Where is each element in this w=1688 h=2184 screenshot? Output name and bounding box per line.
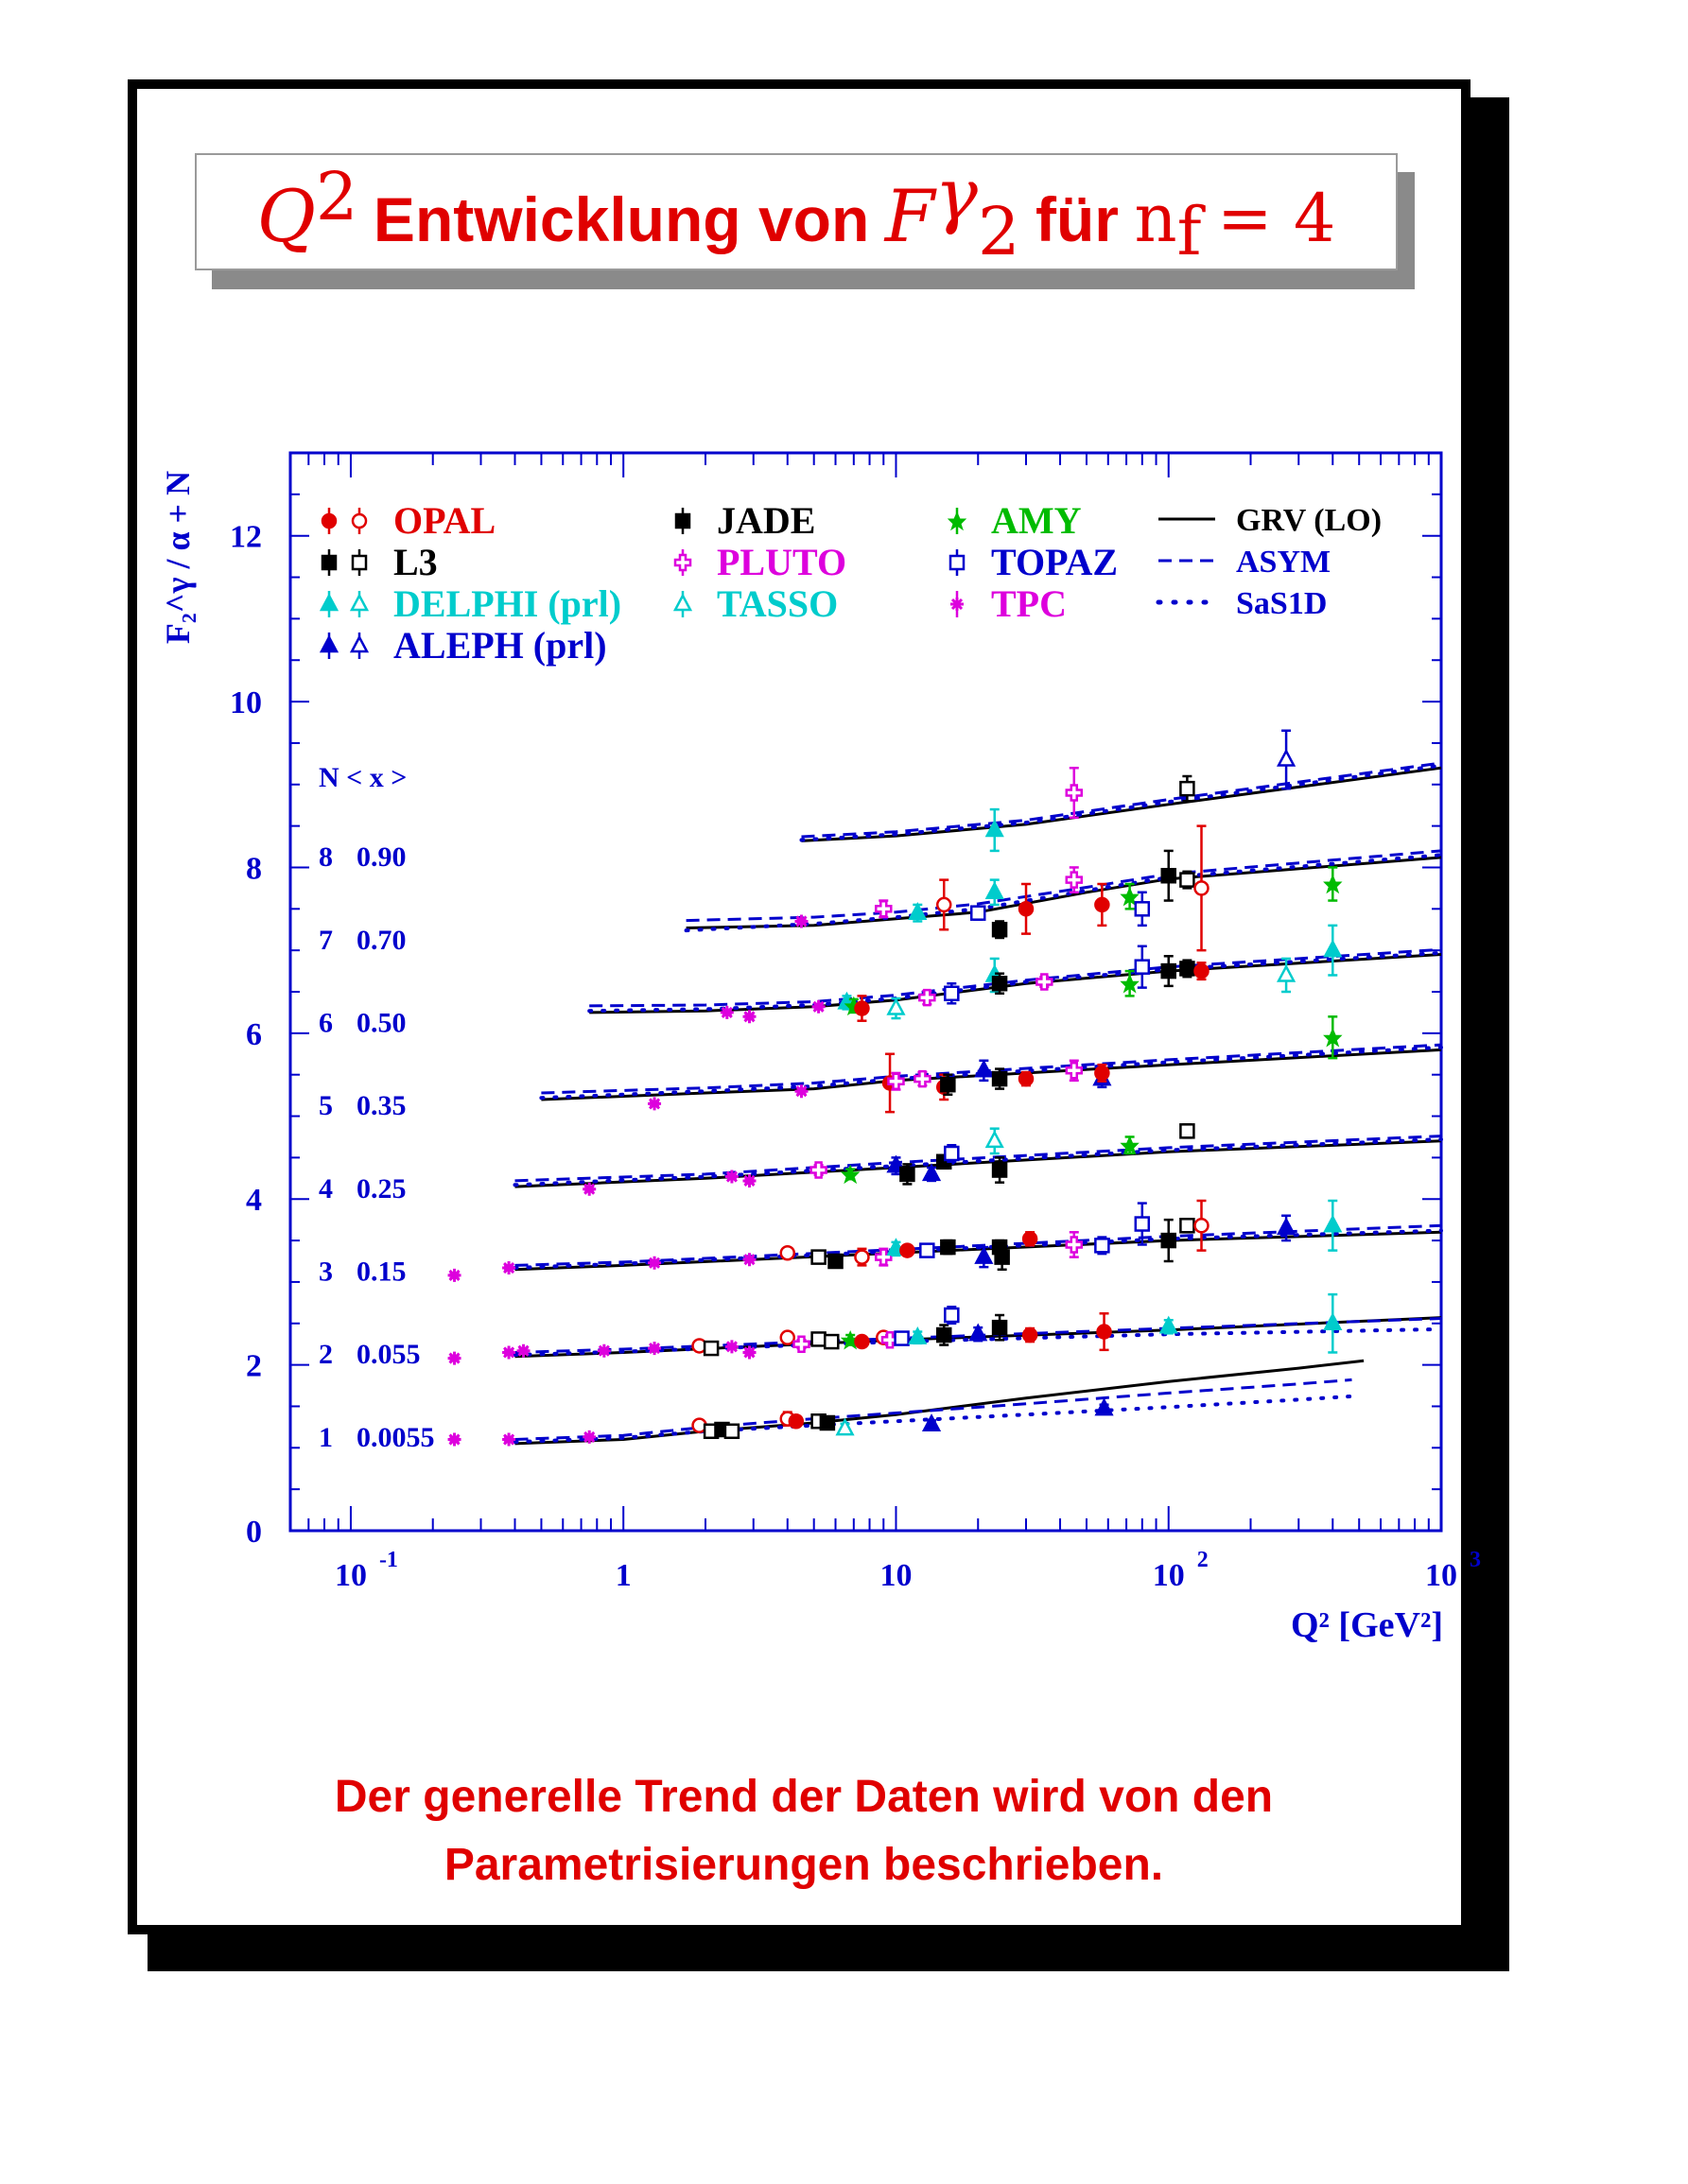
data-marker bbox=[1162, 964, 1175, 978]
x-tick-label-base: 10 bbox=[879, 1558, 913, 1593]
data-marker bbox=[971, 907, 984, 920]
data-marker bbox=[448, 1433, 461, 1447]
data-marker bbox=[1180, 1124, 1193, 1137]
title-q-exp: 2 bbox=[315, 158, 358, 236]
bin-label-x: 0.50 bbox=[357, 1007, 407, 1039]
data-marker bbox=[502, 1261, 515, 1274]
data-point-l3 bbox=[825, 1335, 838, 1348]
legend-item-amy bbox=[948, 499, 1082, 542]
data-marker bbox=[829, 1255, 843, 1268]
y-tick-label: 10 bbox=[230, 685, 262, 721]
data-marker bbox=[970, 1326, 985, 1340]
title-q: Q bbox=[256, 174, 316, 259]
data-marker bbox=[825, 1335, 838, 1348]
legend-item-grv-lo- bbox=[1158, 503, 1382, 538]
legend-label: TPC bbox=[991, 582, 1067, 625]
y-tick-label: 4 bbox=[246, 1183, 262, 1219]
data-point-pluto bbox=[794, 1337, 809, 1352]
data-marker bbox=[993, 1164, 1006, 1177]
data-point-tpc bbox=[648, 1257, 661, 1270]
legend-label: JADE bbox=[717, 499, 816, 542]
data-marker bbox=[1095, 1066, 1108, 1080]
legend-item-jade bbox=[676, 499, 815, 542]
data-point-topaz bbox=[1095, 1238, 1108, 1255]
data-marker bbox=[1194, 881, 1208, 894]
legend-marker bbox=[322, 556, 336, 569]
x-tick-label-exp: 3 bbox=[1470, 1548, 1481, 1572]
data-point-topaz bbox=[945, 983, 958, 1003]
x-tick-label-exp: 2 bbox=[1196, 1548, 1209, 1572]
title-eq: = 4 bbox=[1216, 180, 1336, 258]
data-point-l3 bbox=[1180, 1124, 1193, 1137]
data-marker bbox=[987, 884, 1002, 898]
data-point-topaz bbox=[971, 907, 984, 920]
data-marker bbox=[1019, 1072, 1033, 1085]
bin-label-x: 0.055 bbox=[357, 1339, 421, 1371]
data-marker bbox=[888, 1000, 903, 1014]
data-marker bbox=[1180, 1219, 1193, 1232]
data-marker bbox=[1194, 1219, 1208, 1232]
data-point-opal bbox=[1019, 884, 1033, 934]
title-nf: n bbox=[1134, 180, 1177, 258]
data-marker bbox=[1095, 898, 1108, 911]
legend-marker bbox=[322, 596, 337, 610]
data-point-tpc bbox=[743, 1010, 757, 1023]
data-point-l3 bbox=[937, 1326, 950, 1345]
data-marker bbox=[937, 898, 950, 911]
data-point-pluto bbox=[811, 1163, 827, 1178]
data-point-tpc bbox=[743, 1174, 757, 1187]
data-marker bbox=[812, 1000, 826, 1014]
data-marker bbox=[945, 1147, 958, 1160]
data-point-tpc bbox=[795, 914, 809, 927]
bin-label-x: 0.0055 bbox=[357, 1421, 435, 1453]
data-marker bbox=[502, 1345, 515, 1359]
data-point-tpc bbox=[448, 1269, 461, 1282]
data-marker bbox=[993, 977, 1006, 990]
bin-label-x: 0.35 bbox=[357, 1090, 407, 1122]
data-marker bbox=[855, 1251, 868, 1264]
data-point-l3 bbox=[941, 1240, 954, 1254]
data-marker bbox=[993, 1321, 1006, 1334]
bin-header: N < x > bbox=[319, 762, 408, 793]
data-point-jade bbox=[1162, 1220, 1175, 1261]
data-point-tpc bbox=[502, 1433, 515, 1447]
legend-item-delphi-prl- bbox=[322, 582, 621, 625]
data-marker bbox=[812, 1332, 826, 1345]
data-marker bbox=[1162, 1234, 1175, 1247]
legend-marker bbox=[353, 514, 366, 528]
data-marker bbox=[583, 1430, 596, 1444]
legend-marker bbox=[675, 555, 690, 570]
data-marker bbox=[781, 1331, 794, 1344]
data-marker bbox=[725, 1425, 739, 1438]
data-point-delphi bbox=[1161, 1318, 1176, 1333]
data-marker bbox=[1194, 964, 1208, 978]
data-point-opal bbox=[1023, 1328, 1036, 1342]
data-marker bbox=[945, 1309, 958, 1322]
data-point-tpc bbox=[517, 1344, 531, 1358]
data-marker bbox=[811, 1163, 827, 1178]
data-point-tpc bbox=[648, 1342, 661, 1355]
data-point-tpc bbox=[502, 1345, 515, 1359]
data-point-jade bbox=[993, 1069, 1006, 1089]
data-marker bbox=[1095, 1239, 1108, 1252]
data-point-jade bbox=[1162, 956, 1175, 986]
data-point-amy bbox=[1324, 1016, 1341, 1058]
legend-label: L3 bbox=[393, 541, 438, 583]
data-marker bbox=[583, 1183, 596, 1196]
data-point-pluto bbox=[1067, 867, 1082, 892]
legend-label: ALEPH (prl) bbox=[393, 624, 607, 667]
data-marker bbox=[725, 1170, 739, 1184]
data-marker bbox=[1325, 942, 1340, 956]
x-tick-label-base: 10 bbox=[1152, 1558, 1185, 1593]
data-marker bbox=[743, 1010, 757, 1023]
data-marker bbox=[855, 1002, 868, 1015]
data-marker bbox=[1161, 1318, 1176, 1332]
data-marker bbox=[1279, 751, 1294, 765]
legend-marker bbox=[950, 598, 964, 611]
data-marker bbox=[598, 1344, 611, 1358]
data-marker bbox=[821, 1416, 834, 1430]
y-tick-label: 6 bbox=[246, 1016, 262, 1052]
data-marker bbox=[993, 923, 1006, 936]
data-marker bbox=[648, 1257, 661, 1270]
data-marker bbox=[790, 1414, 803, 1428]
bin-label-n: 6 bbox=[319, 1007, 333, 1039]
data-point-jade bbox=[993, 921, 1006, 938]
legend-label: AMY bbox=[991, 499, 1082, 542]
data-marker bbox=[1136, 1218, 1149, 1231]
data-marker bbox=[993, 1072, 1006, 1085]
title-nf-sub: f bbox=[1176, 193, 1202, 271]
data-point-tpc bbox=[721, 1006, 734, 1019]
data-point-opal bbox=[1194, 826, 1208, 951]
data-point-pluto bbox=[1067, 768, 1082, 818]
y-tick-label: 8 bbox=[246, 851, 262, 887]
data-marker bbox=[725, 1340, 739, 1353]
data-point-l3 bbox=[1180, 1219, 1193, 1232]
data-marker bbox=[1097, 1400, 1112, 1414]
data-point-opal bbox=[781, 1331, 794, 1344]
footer-line-1: Der generelle Trend der Daten wird von den bbox=[334, 1772, 1274, 1822]
data-marker bbox=[1162, 869, 1175, 882]
bin-labels bbox=[319, 762, 435, 1453]
data-marker bbox=[1180, 782, 1193, 795]
data-point-delphi bbox=[1325, 1294, 1340, 1352]
title-word2: für bbox=[1035, 184, 1119, 255]
curve-asym-bin-8 bbox=[802, 763, 1442, 837]
data-point-tpc bbox=[502, 1261, 515, 1274]
bin-label-x: 0.90 bbox=[357, 841, 407, 874]
data-point-aleph bbox=[976, 1061, 991, 1081]
data-point-aleph bbox=[1279, 731, 1294, 789]
data-point-opal bbox=[790, 1414, 803, 1428]
data-point-l3 bbox=[725, 1425, 739, 1438]
data-marker bbox=[794, 1337, 809, 1352]
legend-marker bbox=[353, 556, 366, 569]
data-marker bbox=[1036, 974, 1052, 989]
data-point-tpc bbox=[795, 1084, 809, 1098]
data-marker bbox=[1019, 902, 1033, 915]
data-point-l3 bbox=[1180, 961, 1193, 978]
data-marker bbox=[976, 1249, 991, 1263]
data-point-aleph bbox=[1097, 1400, 1112, 1414]
data-marker bbox=[1325, 1217, 1340, 1231]
data-point-tpc bbox=[583, 1430, 596, 1444]
data-point-l3 bbox=[829, 1255, 843, 1268]
data-marker bbox=[795, 1084, 809, 1098]
data-point-opal bbox=[1019, 1072, 1033, 1085]
data-point-aleph bbox=[970, 1326, 985, 1341]
data-point-jade bbox=[900, 1164, 914, 1184]
data-marker bbox=[1279, 1220, 1294, 1234]
y-tick-label: 2 bbox=[246, 1348, 262, 1384]
curve-asym-bin-6 bbox=[589, 949, 1441, 1006]
bin-label-x: 0.70 bbox=[357, 924, 407, 956]
bin-label-n: 2 bbox=[319, 1339, 333, 1371]
x-tick-label bbox=[616, 1558, 632, 1593]
data-point-l3 bbox=[821, 1416, 834, 1430]
data-point-delphi bbox=[1325, 926, 1340, 976]
curve-grv-lo--bin-8 bbox=[802, 768, 1442, 841]
x-tick-label bbox=[1425, 1548, 1481, 1593]
data-marker bbox=[1023, 1232, 1036, 1245]
x-tick-label-base: 10 bbox=[1425, 1558, 1457, 1593]
data-marker bbox=[721, 1006, 734, 1019]
data-marker bbox=[1279, 966, 1294, 980]
legend-item-tpc bbox=[950, 582, 1067, 625]
bin-label-n: 5 bbox=[319, 1090, 333, 1122]
data-marker bbox=[937, 1328, 950, 1342]
legend-marker bbox=[676, 514, 689, 528]
data-point-delphi bbox=[987, 1129, 1002, 1153]
data-point-l3 bbox=[812, 1251, 826, 1264]
legend-label: SaS1D bbox=[1236, 586, 1328, 621]
data-marker bbox=[941, 1078, 954, 1091]
data-point-tpc bbox=[648, 1097, 661, 1110]
legend-label: TASSO bbox=[717, 582, 839, 625]
data-marker bbox=[1180, 874, 1193, 887]
legend-marker bbox=[675, 596, 690, 610]
legend-marker bbox=[352, 637, 367, 651]
curve-asym-bin-4 bbox=[515, 1136, 1442, 1181]
legend-item-sas1d bbox=[1158, 586, 1327, 621]
x-tick-label-exp: -1 bbox=[378, 1548, 398, 1572]
legend-label: TOPAZ bbox=[991, 541, 1119, 583]
data-point-jade bbox=[941, 1075, 954, 1095]
data-point-opal bbox=[1194, 962, 1208, 979]
data-point-jade bbox=[993, 974, 1006, 994]
x-tick-label-base: 1 bbox=[615, 1558, 632, 1593]
data-marker bbox=[743, 1253, 757, 1266]
data-marker bbox=[920, 1244, 933, 1257]
data-point-opal bbox=[855, 1249, 868, 1266]
data-marker bbox=[648, 1097, 661, 1110]
data-marker bbox=[1136, 961, 1149, 974]
data-point-l3 bbox=[705, 1342, 718, 1355]
data-marker bbox=[941, 1240, 954, 1254]
data-point-tpc bbox=[812, 1000, 826, 1014]
data-marker bbox=[976, 1062, 991, 1076]
legend-marker bbox=[352, 596, 367, 610]
data-points bbox=[448, 731, 1342, 1447]
title-f: F bbox=[884, 174, 935, 259]
data-marker bbox=[705, 1342, 718, 1355]
data-point-delphi bbox=[838, 1420, 853, 1434]
data-marker bbox=[448, 1269, 461, 1282]
data-point-pluto bbox=[1067, 1061, 1082, 1081]
data-point-l3 bbox=[1180, 872, 1193, 889]
data-point-delphi bbox=[987, 809, 1002, 851]
footer-line-2: Parametrisierungen beschrieben. bbox=[444, 1840, 1164, 1890]
data-marker bbox=[945, 987, 958, 1000]
data-point-jade bbox=[1162, 851, 1175, 901]
data-point-topaz bbox=[896, 1332, 909, 1345]
data-point-opal bbox=[1194, 1201, 1208, 1251]
footer-text bbox=[132, 1763, 1475, 1899]
data-point-opal bbox=[855, 1335, 868, 1348]
legend bbox=[322, 499, 1382, 667]
data-point-l3 bbox=[812, 1332, 826, 1345]
data-marker bbox=[781, 1246, 794, 1259]
bin-label-n: 4 bbox=[319, 1172, 333, 1205]
data-point-tpc bbox=[725, 1340, 739, 1353]
bin-label-n: 1 bbox=[319, 1421, 333, 1453]
y-axis-label: F₂^γ / α + N bbox=[159, 470, 197, 645]
data-marker bbox=[896, 1332, 909, 1345]
data-point-tpc bbox=[725, 1170, 739, 1184]
data-point-topaz bbox=[945, 1307, 958, 1324]
legend-item-opal bbox=[322, 499, 496, 542]
data-marker bbox=[1067, 873, 1082, 888]
y-tick-label: 0 bbox=[246, 1515, 262, 1550]
data-marker bbox=[795, 914, 809, 927]
data-point-opal bbox=[1095, 1065, 1108, 1082]
data-point-opal bbox=[937, 880, 950, 930]
data-marker bbox=[996, 1251, 1009, 1264]
data-marker bbox=[1098, 1326, 1111, 1339]
title-f-sup: γ bbox=[934, 152, 978, 237]
data-marker bbox=[900, 1244, 914, 1257]
data-marker bbox=[1067, 786, 1082, 801]
data-point-topaz bbox=[920, 1244, 933, 1257]
data-marker bbox=[448, 1352, 461, 1365]
data-point-amy bbox=[1324, 867, 1341, 900]
data-marker bbox=[1136, 902, 1149, 915]
x-tick-label bbox=[335, 1548, 398, 1593]
data-point-delphi bbox=[1325, 1201, 1340, 1251]
data-point-tpc bbox=[743, 1253, 757, 1266]
data-marker bbox=[855, 1335, 868, 1348]
x-axis-label: Q² [GeV²] bbox=[1290, 1605, 1443, 1645]
legend-item-tasso bbox=[675, 582, 838, 625]
data-point-opal bbox=[1098, 1313, 1111, 1350]
bin-label-n: 3 bbox=[319, 1256, 333, 1288]
title-word1: Entwicklung von bbox=[373, 184, 870, 255]
data-marker bbox=[743, 1174, 757, 1187]
data-marker bbox=[517, 1344, 531, 1358]
data-point-opal bbox=[781, 1246, 794, 1259]
curve-asym-bin-5 bbox=[541, 1045, 1441, 1093]
bin-label-n: 8 bbox=[319, 841, 333, 874]
bin-label-x: 0.15 bbox=[357, 1256, 407, 1288]
data-point-tpc bbox=[583, 1183, 596, 1196]
data-marker bbox=[648, 1342, 661, 1355]
legend-item-asym bbox=[1158, 545, 1331, 580]
data-marker bbox=[743, 1345, 757, 1359]
data-point-tpc bbox=[598, 1344, 611, 1358]
curve-grv-lo--bin-4 bbox=[515, 1141, 1442, 1187]
legend-item-pluto bbox=[675, 541, 846, 583]
data-point-opal bbox=[900, 1244, 914, 1257]
data-marker bbox=[900, 1168, 914, 1181]
legend-label: OPAL bbox=[393, 499, 496, 542]
data-point-pluto bbox=[1036, 974, 1052, 989]
legend-label: GRV (LO) bbox=[1236, 503, 1383, 538]
legend-marker bbox=[322, 637, 337, 651]
data-marker bbox=[1180, 962, 1193, 975]
bin-label-n: 7 bbox=[319, 924, 333, 956]
legend-item-topaz bbox=[950, 541, 1118, 583]
legend-label: PLUTO bbox=[717, 541, 847, 583]
x-tick-label-base: 10 bbox=[334, 1558, 367, 1593]
legend-item-aleph-prl- bbox=[322, 624, 607, 667]
x-tick-label bbox=[879, 1558, 912, 1593]
legend-item-l3 bbox=[322, 541, 438, 583]
bin-label-x: 0.25 bbox=[357, 1172, 407, 1205]
legend-marker bbox=[322, 514, 336, 528]
data-marker bbox=[1023, 1328, 1036, 1342]
data-point-opal bbox=[1023, 1232, 1036, 1245]
data-marker bbox=[910, 905, 925, 919]
data-point-delphi bbox=[910, 905, 925, 922]
x-tick-label bbox=[1153, 1548, 1209, 1593]
data-point-topaz bbox=[1136, 893, 1149, 926]
legend-marker bbox=[950, 556, 964, 569]
y-tick-label: 12 bbox=[230, 519, 262, 555]
data-point-tpc bbox=[448, 1352, 461, 1365]
data-point-tpc bbox=[743, 1345, 757, 1359]
legend-label: DELPHI (prl) bbox=[393, 582, 622, 625]
data-marker bbox=[838, 1420, 853, 1434]
data-point-tpc bbox=[448, 1433, 461, 1447]
data-marker bbox=[502, 1433, 515, 1447]
data-marker bbox=[812, 1251, 826, 1264]
data-point-topaz bbox=[945, 1145, 958, 1162]
data-marker bbox=[987, 1133, 1002, 1147]
legend-label: ASYM bbox=[1236, 545, 1331, 580]
curve-sas1d-bin-5 bbox=[541, 1048, 1441, 1098]
data-point-pluto bbox=[1067, 1232, 1082, 1257]
title-f-sub: 2 bbox=[977, 193, 1020, 271]
